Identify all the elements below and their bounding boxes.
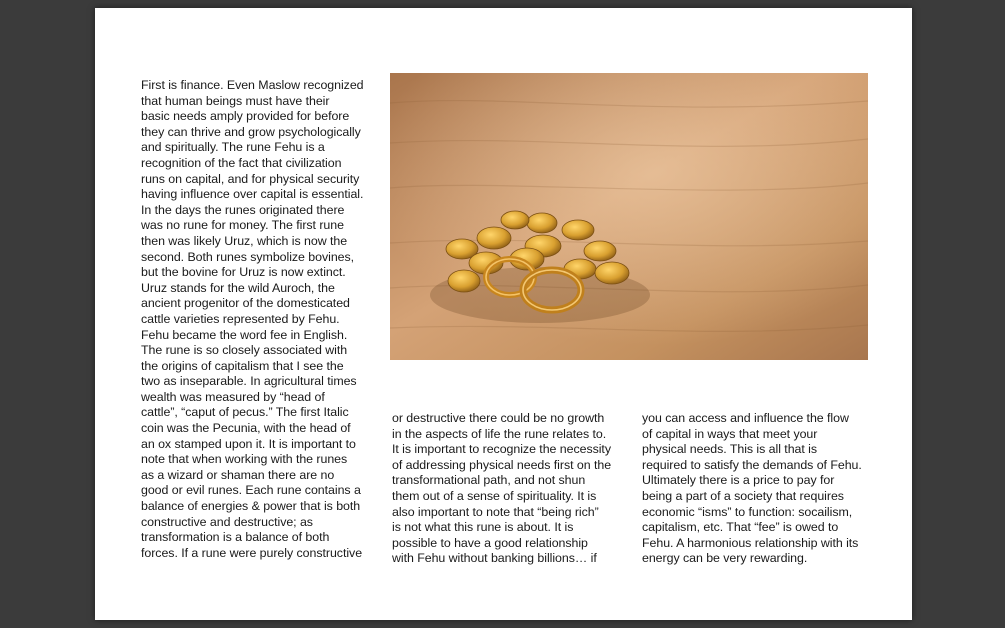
photo-illustration [390,73,868,360]
text-column-3: you can access and influence the flow of capital in ways that meet your physical needs. This is all that is required to satisfy the demands of Fehu. Ultimately there is a price to pay for being a part of a society that requires economic “isms” to function: socailism, capitalism, etc. That “fee” is owed to Fehu. A harmonious relationship with its energy can be very rewarding. [642,411,862,566]
text-column-1: First is finance. Even Maslow recognized that human beings must have their basic needs amply provided for before they can thrive and grow psychologically and spiritually. The rune Fehu is a recognition of the fact that civilization runs on capital, and for physical security having influence over capital is essential. In the days the runes originated there was no rune for money. The first rune then was likely Uruz, which is now the second. Both runes symbolize bovines, but the bovine for Uruz is now extinct. Uruz stands for the wild Auroch, the ancient progenitor of the domesticated cattle varieties represented by Fehu. Fehu became the word fee in English. The rune is so closely associated with the origins of capitalism that I see the two as inseparable. In agricultural times wealth was measured by “head of cattle”, “caput of pecus.” The first Italic coin was the Pecunia, with the head of an ox stamped upon it. It is important to note that when working with the runes as a wizard or shaman there are no good or evil runes. Each rune contains a balance of energies & power that is both constructive and destructive; as transformation is a balance of both forces. If a rune were purely constructive [141,78,364,560]
document-page [95,8,912,620]
text-column-2: or destructive there could be no growth in the aspects of life the rune relates to. It is important to recognize the necessity of addressing physical needs first on the transformational path, and not shun them out of a sense of spirituality. It is also important to note that “being rich” is not what this rune is about. It is possible to have a good relationship with Fehu without banking billions… if [392,411,612,566]
coins-and-rings-photo [390,73,868,360]
